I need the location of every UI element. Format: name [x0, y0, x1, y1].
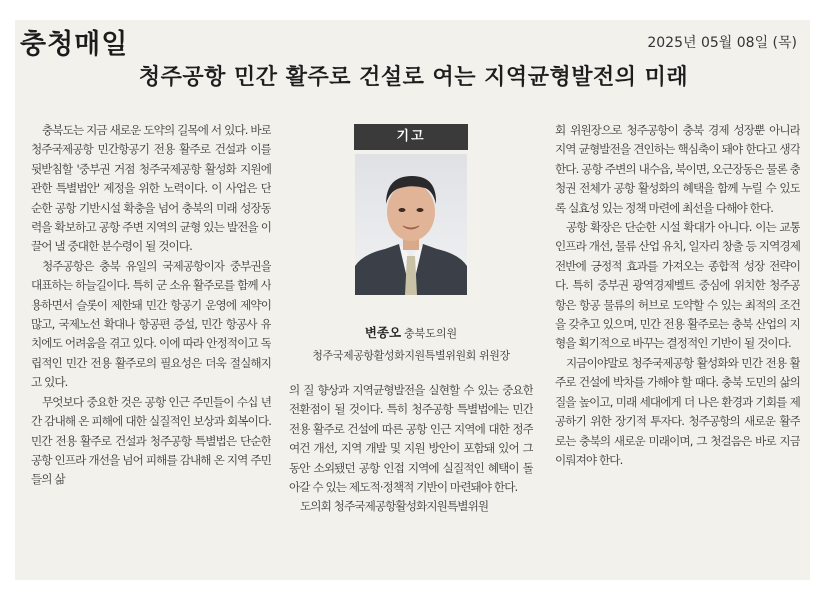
contributor-box	[289, 121, 533, 373]
article-column-2	[289, 381, 533, 561]
author-photo	[355, 154, 467, 295]
newspaper-masthead: 충청매일	[20, 29, 129, 60]
paragraph: 충북도는 지금 새로운 도약의 길목에 서 있다. 바로 청주국제공항 민간항공기 전용 활주로 건설과 이를 뒷받침할 '중부권 거점 청주국제공항 활성화 지원에 관한 특별법안' 제정을 위한 노력이다. 이 사업은 단순한 공항 기반시설 확충을 넘어 충북의 미래 성장동력을 확보하고 공항 주변 지역의 균형 있는 발전을 이끌어 낼 중대한 분수령이 될 것이다.	[31, 123, 271, 254]
author-title: 청주국제공항활성화지원특별위원회 위원장	[312, 349, 510, 362]
paragraph: 무엇보다 중요한 것은 공항 인근 주민들이 수십 년간 감내해 온 피해에 대한 실질적인 보상과 회복이다. 민간 전용 활주로 건설과 청주공항 특별법은 단순한 공항 인프라 개선을 넘어 피해를 감내해 온 지역 주민들의 삶	[31, 394, 271, 487]
paragraph: 의 질 향상과 지역균형발전을 실현할 수 있는 중요한 전환점이 될 것이다. 특히 청주공항 특별법에는 민간 전용 활주로 건설에 따른 공항 인근 지역에 대한 정주여건 개선, 지역 개발 및 지원 방안이 포함돼 있어 그동안 소외됐던 공항 인접 지역에 실질적인 혜택이 돌아갈 수 있는 제도적·정책적 기반이 마련돼야 한다.	[289, 383, 533, 495]
author-name: 변종오	[364, 325, 402, 340]
paragraph: 도의회 청주국제공항활성화지원특별위원	[300, 499, 489, 514]
paragraph: 회 위원장으로 청주공항이 충북 경제 성장뿐 아니라 지역 균형발전을 견인하는 핵심축이 돼야 한다고 생각한다. 공항 주변의 내수읍, 북이면, 오근장동은 물론 충청권 전체가 공항 활성화의 혜택을 함께 누릴 수 있도록 실효성 있는 정책 마련에 최선을 다해야 한다.	[555, 123, 800, 215]
article-column-1	[31, 121, 271, 561]
publication-date: 2025년 05월 08일 (목)	[647, 35, 797, 51]
paragraph: 지금이야말로 청주국제공항 활성화와 민간 전용 활주로 건설에 박차를 가해야 할 때다. 충북 도민의 삶의 질을 높이고, 미래 세대에게 더 나은 환경과 기회를 제공하기 위한 장기적 투자다. 청주공항의 새로운 활주로는 충북의 새로운 미래이며, 그 첫걸음은 바로 지금 이뤄져야 한다.	[555, 355, 800, 467]
article-column-3	[555, 121, 800, 561]
paragraph: 청주공항은 충북 유일의 국제공항이자 중부권을 대표하는 하늘길이다. 특히 군 소유 활주로를 함께 사용하면서 슬롯이 제한돼 민간 항공기 운영에 제약이 많고, 국제노선 확대나 항공편 증설, 민간 항공사 유치에도 어려움을 겪고 있다. 이에 따라 안정적이고 독립적인 민간 전용 활주로의 필요성은 더욱 절실해지고 있다.	[31, 258, 271, 390]
section-tag: 기고	[354, 124, 468, 150]
author-byline	[289, 323, 533, 341]
author-portrait-image	[355, 154, 467, 295]
author-role: 충북도의원	[404, 327, 458, 340]
article-headline: 청주공항 민간 활주로 건설로 여는 지역균형발전의 미래	[138, 64, 689, 90]
paragraph: 공항 확장은 단순한 시설 확대가 아니다. 이는 교통 인프라 개선, 물류 산업 유치, 일자리 창출 등 지역경제 전반에 긍정적 효과를 가져오는 종합적 성장 전략이다. 특히 중부권 광역경제벨트 중심에 위치한 청주공항은 항공 물류의 허브로 도약할 수 있는 최적의 조건을 갖추고 있으며, 민간 전용 활주로는 충북 산업의 지형을 획기적으로 바꾸는 결정적인 기반이 될 것이다.	[555, 220, 800, 351]
